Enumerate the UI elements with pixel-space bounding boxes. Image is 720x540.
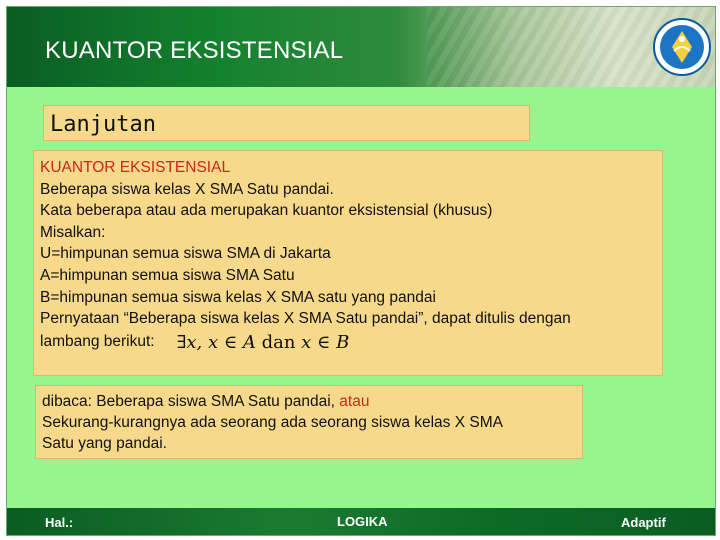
title-bar <box>7 7 715 87</box>
content-line: Pernyataan “Beberapa siswa kelas X SMA Satu pandai”, dapat ditulis dengan <box>40 310 571 328</box>
note-line-2: Sekurang-kurangnya ada seorang ada seorang siswa kelas X SMA <box>42 414 503 431</box>
subtitle-box <box>43 105 530 141</box>
note-line-1 <box>42 391 503 412</box>
note-box <box>35 385 583 459</box>
formula-part-1: ∃x, x ∈ A <box>176 331 256 353</box>
formula-connector: dan <box>255 331 302 353</box>
formula-prefix: lambang berikut: <box>40 332 155 350</box>
content-line: U=himpunan semua siswa SMA di Jakarta <box>40 245 331 263</box>
slide <box>6 6 716 536</box>
footer <box>7 508 715 535</box>
content-line: Misalkan: <box>40 223 106 241</box>
footer-category: Adaptif <box>621 515 666 530</box>
content-formula-line <box>40 330 654 353</box>
content-box <box>33 150 663 376</box>
note-highlight: atau <box>339 393 370 410</box>
footer-page-label: Hal.: <box>45 515 74 530</box>
content-heading: KUANTOR EKSISTENSIAL <box>40 159 231 176</box>
note-line-3: Satu yang pandai. <box>42 435 167 452</box>
content-text <box>40 157 654 352</box>
footer-subject: LOGIKA <box>337 514 388 529</box>
formula <box>177 332 350 353</box>
note-text <box>42 391 503 454</box>
subtitle: Lanjutan <box>50 112 156 137</box>
content-line: B=himpunan semua siswa kelas X SMA satu yang pandai <box>40 288 436 306</box>
page-title: KUANTOR EKSISTENSIAL <box>45 37 344 64</box>
content-line: A=himpunan semua siswa SMA Satu <box>40 266 295 284</box>
formula-part-2: x ∈ B <box>301 331 350 353</box>
note-line-1-prefix: dibaca: Beberapa siswa SMA Satu pandai, <box>42 393 340 410</box>
tut-wuri-handayani-logo-icon <box>652 17 712 77</box>
content-line: Beberapa siswa kelas X SMA Satu pandai. <box>40 180 334 198</box>
content-line: Kata beberapa atau ada merupakan kuantor eksistensial (khusus) <box>40 202 493 220</box>
